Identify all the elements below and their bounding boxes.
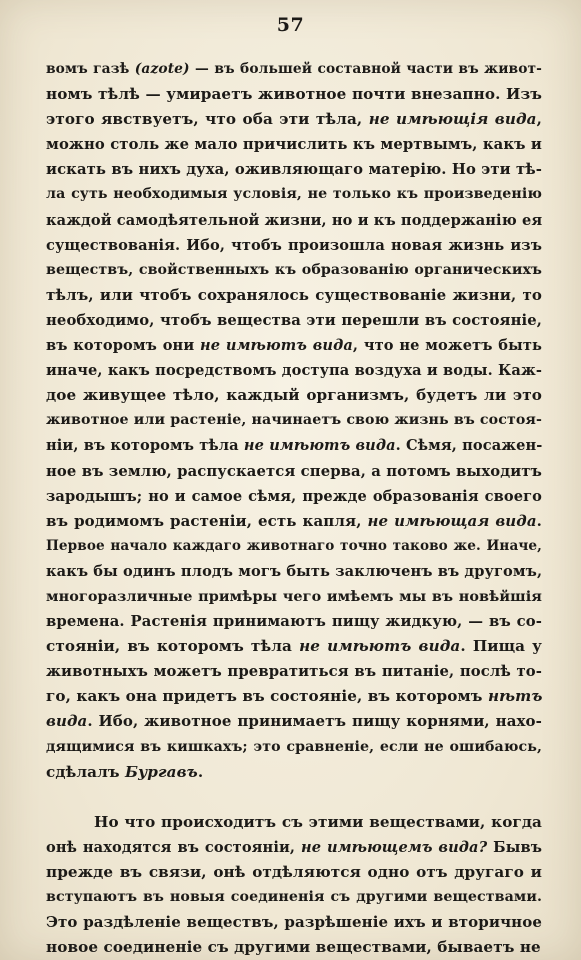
text-segment: . Пища у	[460, 637, 543, 656]
text-line	[46, 383, 542, 408]
text-segment: каждой самодѣятельной жизни, но и къ поддержанію ея	[46, 211, 543, 229]
italic-phrase: нѣтъ	[487, 687, 543, 706]
italic-phrase: не имѣютъ вида	[299, 637, 461, 656]
text-segment: . Сѣмя, посажен-	[395, 437, 543, 455]
text-line	[46, 634, 542, 659]
text-segment: вступаютъ въ новыя соединенія съ другими веществами.	[46, 889, 542, 905]
text-segment: сдѣлалъ	[46, 762, 126, 781]
text-segment: .	[197, 762, 204, 781]
text-segment: . Ибо, животное принимаетъ пищу корнями, нахо-	[87, 712, 542, 731]
text-segment: въ которомъ они	[46, 337, 200, 355]
text-line	[46, 308, 542, 333]
text-segment: зародышъ; но и самое сѣмя, прежде образованія своего	[46, 487, 542, 505]
text-line	[46, 935, 542, 960]
text-segment: ,	[536, 110, 542, 129]
text-segment: веществъ, свойственныхъ къ образованію органическихъ	[46, 261, 542, 278]
text-segment: ла суть необходимыя условія, не только къ произведенію	[46, 186, 542, 203]
text-segment: многоразличные примѣры чего имѣемъ мы въ новѣйшія	[46, 587, 542, 605]
text-segment: времена. Растенія принимаютъ пищу жидкую, — въ со-	[46, 613, 542, 631]
text-segment: , что не можетъ быть	[352, 337, 542, 355]
text-line	[46, 182, 542, 207]
body-text	[46, 57, 542, 960]
text-segment: ніи, въ которомъ тѣла	[46, 437, 244, 455]
italic-phrase: (azote)	[134, 61, 190, 77]
text-segment: искать въ нихъ духа, оживляющаго матерію. Но эти тѣ-	[46, 161, 542, 179]
text-line	[46, 459, 542, 484]
text-line	[46, 885, 542, 910]
text-line	[46, 433, 542, 458]
italic-phrase: не имѣютъ вида	[243, 437, 396, 455]
text-line	[46, 709, 542, 734]
text-segment: этого явствуетъ, что оба эти тѣла,	[46, 110, 369, 129]
text-line	[46, 408, 542, 433]
page-number: 57	[276, 14, 305, 36]
text-segment: — въ большей составной части въ живот-	[189, 61, 542, 77]
italic-phrase: не имѣющія вида	[368, 110, 537, 129]
text-segment: существованія. Ибо, чтобъ произошла новая жизнь изъ	[46, 236, 542, 254]
text-line	[46, 860, 542, 885]
text-line	[46, 584, 542, 609]
text-line	[46, 82, 542, 107]
text-segment: Но что происходитъ съ этими веществами, когда	[94, 812, 542, 831]
text-segment: онѣ находятся въ состояніи,	[46, 838, 301, 856]
text-segment: го, какъ она придетъ въ состояніе, въ которомъ	[46, 687, 488, 706]
text-line	[46, 208, 542, 233]
text-segment: Это раздѣленіе веществъ, разрѣшеніе ихъ и вторичное	[46, 913, 542, 932]
text-line	[46, 835, 542, 860]
text-line	[46, 333, 542, 358]
text-line	[46, 258, 542, 283]
text-line	[46, 358, 542, 383]
text-segment: вомъ газѣ	[46, 61, 135, 77]
text-segment: прежде въ связи, онѣ отдѣляются одно отъ другаго и	[46, 862, 542, 881]
italic-phrase: Бургавъ	[125, 762, 198, 781]
text-line	[46, 157, 542, 182]
paragraph-gap	[46, 785, 542, 810]
text-segment: новое соединеніе съ другими веществами, бываетъ не	[46, 938, 541, 957]
text-segment: .	[536, 511, 542, 530]
italic-phrase: не имѣющая вида	[367, 511, 537, 530]
text-line	[46, 910, 542, 935]
text-line	[46, 484, 542, 509]
text-line	[46, 509, 542, 534]
text-line	[46, 107, 542, 132]
text-line	[46, 684, 542, 709]
italic-phrase: не имѣютъ вида	[200, 337, 353, 355]
text-line	[46, 810, 542, 835]
text-line	[46, 283, 542, 308]
text-line	[46, 233, 542, 258]
text-segment: животныхъ можетъ превратиться въ питаніе, послѣ то-	[46, 663, 542, 681]
text-segment: дое живущее тѣло, каждый организмъ, будетъ ли это	[46, 386, 542, 405]
text-segment: необходимо, чтобъ вещества эти перешли въ состояніе,	[46, 311, 542, 329]
text-line	[46, 559, 542, 584]
text-line	[46, 609, 542, 634]
text-line	[46, 132, 542, 157]
text-segment: номъ тѣлѣ — умираетъ животное почти внезапно. Изъ	[46, 85, 542, 104]
paragraph	[46, 810, 542, 960]
text-line	[46, 735, 542, 760]
text-segment: можно столь же мало причислить къ мертвымъ, какъ и	[46, 136, 542, 154]
text-line	[46, 57, 542, 82]
italic-phrase: вида	[46, 712, 88, 731]
paragraph	[46, 57, 542, 785]
text-segment: иначе, какъ посредствомъ доступа воздуха и воды. Каж-	[46, 362, 542, 380]
text-line	[46, 760, 542, 785]
text-segment: Бывъ	[487, 838, 542, 856]
text-segment: животное или растеніе, начинаетъ свою жизнь въ состоя-	[46, 412, 542, 429]
italic-phrase: не имѣющемъ вида?	[300, 838, 488, 856]
text-segment: какъ бы одинъ плодъ могъ быть заключенъ въ другомъ,	[46, 562, 543, 580]
text-segment: дящимися въ кишкахъ; это сравненіе, если не ошибаюсь,	[46, 738, 542, 755]
text-segment: ное въ землю, распускается сперва, а потомъ выходитъ	[46, 462, 542, 480]
text-segment: стояніи, въ которомъ тѣла	[46, 637, 300, 656]
text-segment: въ родимомъ растеніи, есть капля,	[46, 511, 368, 530]
text-line	[46, 659, 542, 684]
text-segment: Первое начало каждаго животнаго точно таково же. Иначе,	[46, 537, 542, 554]
text-line	[46, 534, 542, 559]
text-segment: тѣлъ, или чтобъ сохранялось существованіе жизни, то	[46, 285, 542, 304]
